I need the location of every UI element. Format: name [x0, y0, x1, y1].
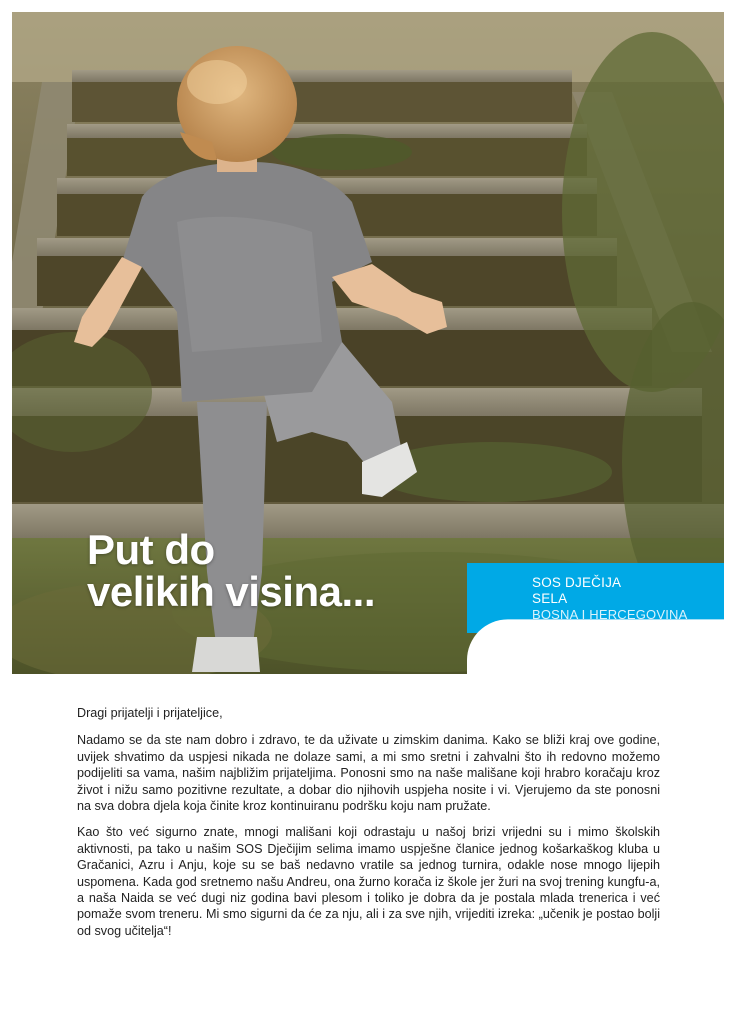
sos-logo-box — [467, 563, 724, 633]
logo-line-3: BOSNA I HERCEGOVINA — [532, 607, 688, 622]
logo-line-2: SELA — [532, 591, 568, 606]
logo-text — [532, 575, 688, 623]
letter-body — [77, 705, 660, 949]
hero-photo — [12, 12, 724, 674]
letter-paragraph-2: Kao što već sigurno znate, mnogi mališani koji odrastaju u našoj brizi vrijedni su i mimo školskih aktivnosti, pa tako u našim SOS Dječijim selima imamo uspješne članice jednog košarkaškog kluba u Gračanici, Azru i Anju, koje su se baš nedavno vratile sa jednog turnira, odakle nose mnogo lijepih uspomena. Kada god sretnemo našu Andreu, ona žurno korača iz škole jer žuri na svoj trening kungfu-a, a naša Naida se već dugi niz godina bavi plesom i toliko je dobra da je postala mlada trenerica i već pomaže svom treneru. Mi smo sigurni da će za nju, ali i za sve njih, vrijediti izreka: „učenik je postao bolji od svog učitelja“! — [77, 825, 660, 938]
headline-line-1: Put do — [87, 526, 215, 573]
logo-line-1: SOS DJEČIJA — [532, 575, 622, 590]
headline-line-2: velikih visina... — [87, 568, 375, 615]
letter-greeting: Dragi prijatelji i prijateljice, — [77, 706, 223, 720]
letter-paragraph-1: Nadamo se da ste nam dobro i zdravo, te da uživate u zimskim danima. Kako se bliži kraj ove godine, uvijek shvatimo da uspjesi nikada ne dolaze sami, a mi smo sretni i zahvalni što ih redovno možemo podijeliti sa vama, našim najbližim prijateljima. Ponosni smo na naše mališane koji hrabro koračaju kroz život i nižu samo pozitivne rezultate, a dobar dio njihovih uspjeha nosite i vi. Vjerujemo da ste ponosni na sva dobra djela koja činite kroz kontinuiranu podršku koju nam pružate. — [77, 733, 660, 814]
hero-headline — [87, 526, 375, 615]
